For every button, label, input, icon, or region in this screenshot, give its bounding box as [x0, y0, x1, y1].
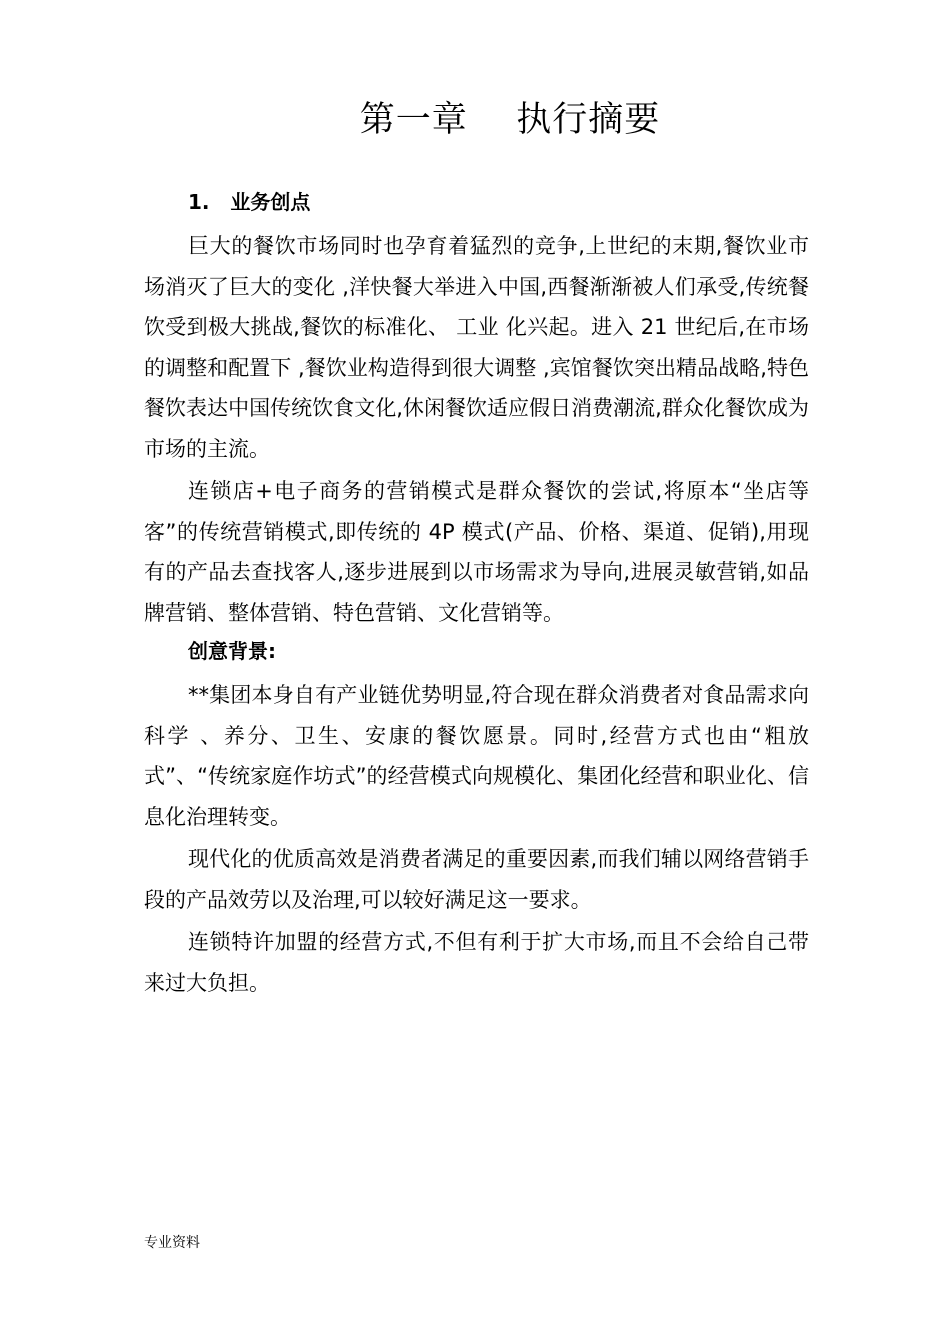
background-heading: 创意背景:	[188, 639, 276, 663]
paragraph: 现代化的优质高效是消费者满足的重要因素,而我们辅以网络营销手段的产品效劳以及治理,可以较好满足这一要求。	[144, 847, 809, 912]
page-footer: 专业资料	[144, 1235, 200, 1251]
document-body	[144, 188, 809, 1005]
paragraph: 巨大的餐饮市场同时也孕育着猛烈的竞争,上世纪的末期,餐饮业市场消灭了巨大的变化 ,洋快餐大举进入中国,西餐渐渐被人们承受,传统餐饮受到极大挑战,餐饮的标准化、 工业 化兴起。进入 21 世纪后,在市场的调整和配置下 ,餐饮业构造得到很大调整 ,宾馆餐饮突出精品战略,特色餐饮表达中国传统饮食文化,休闲餐饮适应假日消费潮流,群众化餐饮成为市场的主流。	[144, 234, 809, 461]
paragraph: 连锁特许加盟的经营方式,不但有利于扩大市场,而且不会给自己带来过大负担。	[144, 930, 809, 995]
paragraph: **集团本身自有产业链优势明显,符合现在群众消费者对食品需求向科学 、养分、卫生、安康的餐饮愿景。同时,经营方式也由“粗放式”、“传统家庭作坊式”的经营模式向规模化、集团化经营和职业化、信息化治理转变。	[144, 683, 809, 829]
section-heading: 1. 业务创点	[188, 190, 311, 214]
chapter-title: 第一章 执行摘要	[359, 100, 661, 140]
paragraph: 连锁店+电子商务的营销模式是群众餐饮的尝试,将原本“坐店等客”的传统营销模式,即传统的 4P 模式(产品、价格、渠道、促销),用现有的产品去查找客人,逐步进展到以市场需求为导向,进展灵敏营销,如品牌营销、整体营销、特色营销、文化营销等。	[144, 479, 809, 625]
